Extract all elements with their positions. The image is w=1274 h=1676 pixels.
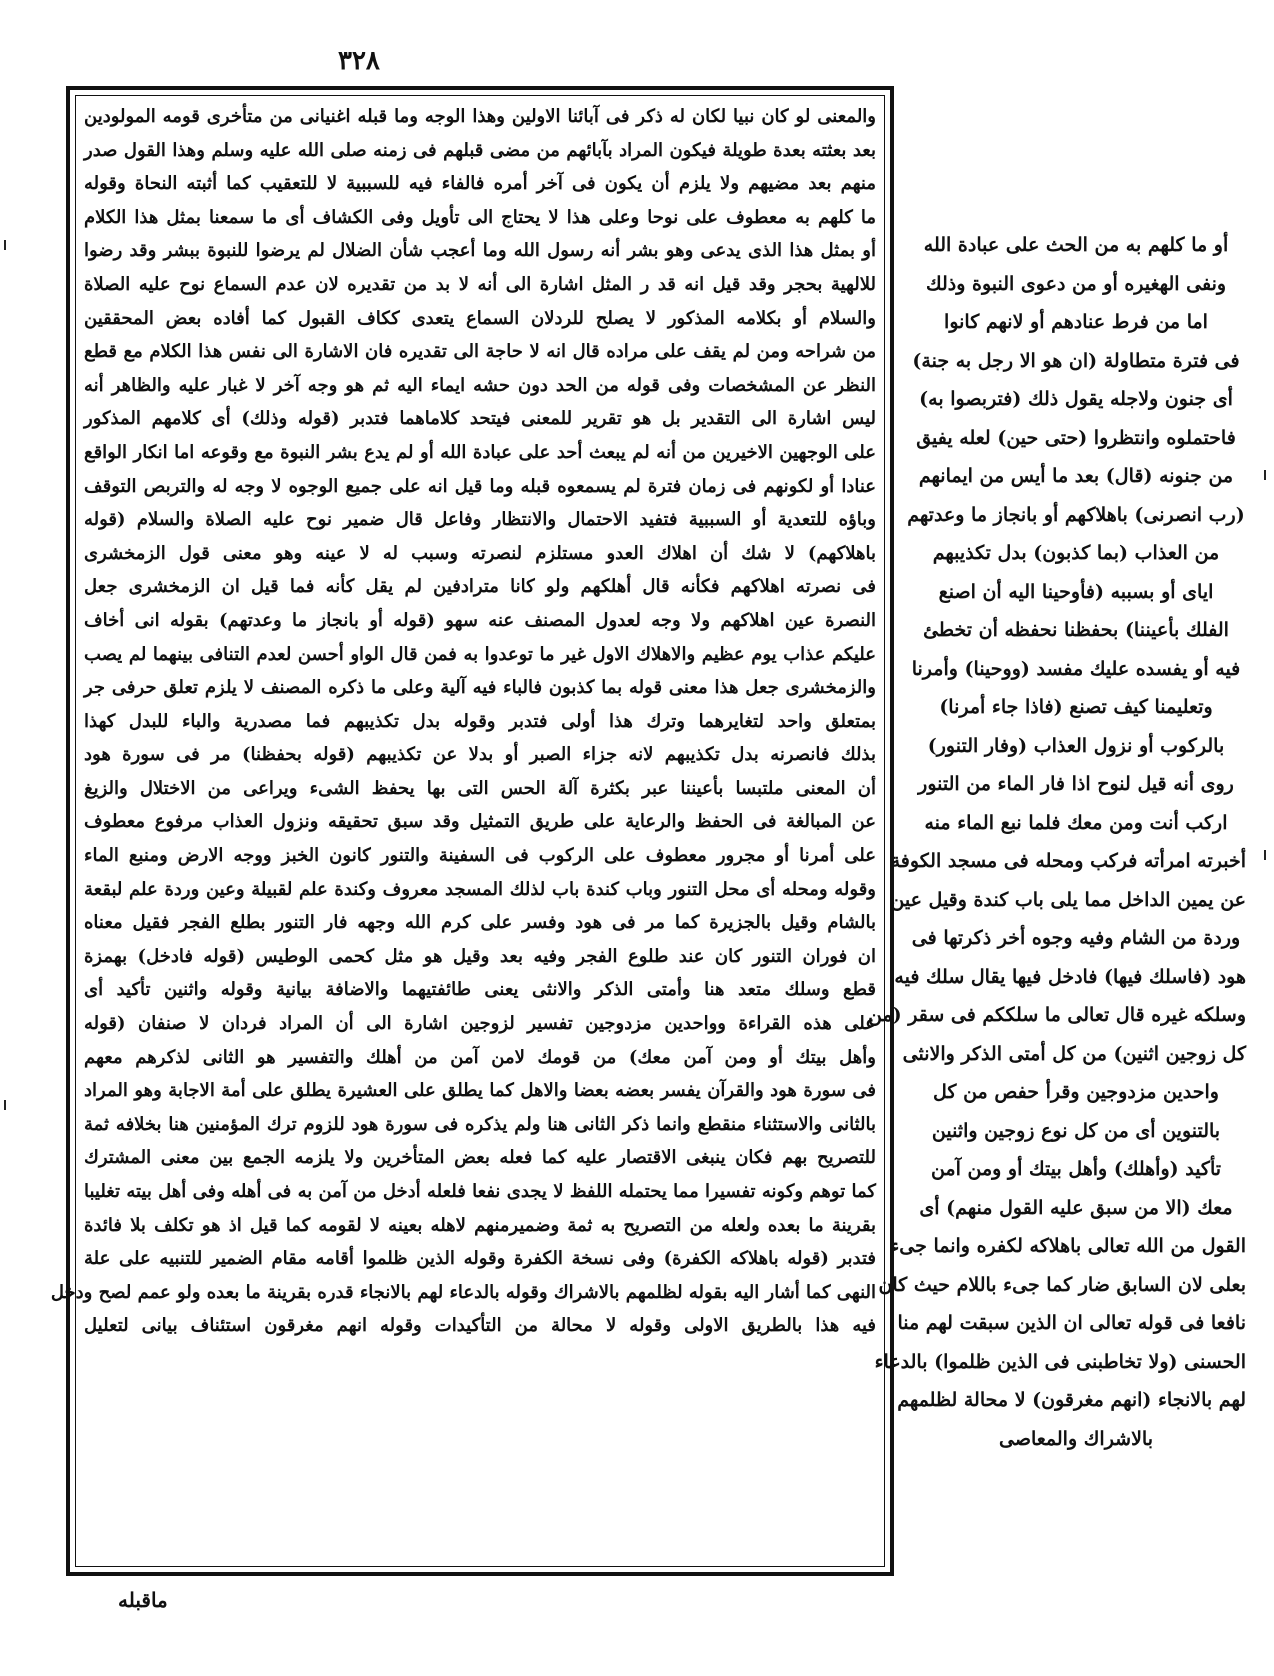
main-text-line: ان فوران التنور كان عند طلوع الفجر وفيه بعد وقيل هو مثل كحمى الوطيس (قوله فادخل) بهمزة xyxy=(84,945,876,967)
margin-line: بالاشراك والمعاصى xyxy=(998,1427,1154,1450)
main-text-line: وباؤه للتعدية أو السببية فتفيد الاحتمال والانتظار وفاعل قال ضمير نوح عليه الصلاة والسلام (قوله xyxy=(84,509,876,531)
edge-mark xyxy=(4,240,6,250)
main-text-line: منهم بعد مضيهم ولا يلزم أن يكون فى آخر أمره فالفاء فيه للسببية لا للتعقيب كما أثبته النحاة وقوله xyxy=(84,173,876,195)
margin-line: بالركوب أو نزول العذاب (وفار التنور) xyxy=(927,734,1225,757)
main-text-line: أن المعنى ملتبسا بأعيننا عبر بكثرة آلة الحس التى بها يحفظ الشىء ويراعى من الاختلال والزيغ xyxy=(84,777,876,799)
main-text-block xyxy=(50,100,877,1343)
main-text-line: بعد بعثته بعدة طويلة فيكون المراد بآبائهم من مضى قبلهم فى زمنه صلى الله عليه وسلم وهذا القول صدر xyxy=(84,139,876,161)
main-text-line: فى سورة هود والقرآن يفسر بعضه بعضا والاهل كما يطلق على العشيرة يطلق على أمة الاجابة وهو المراد xyxy=(84,1080,877,1102)
main-text-line: بقرينة ما بعده ولعله من التصريح به ثمة وضميرمنهم لاهله بعينه لا لقومه كما قيل اذ هو تكلف بلا فائدة xyxy=(84,1214,876,1236)
margin-line: بالتنوين أى من كل نوع زوجين واثنين xyxy=(931,1119,1221,1142)
main-text-line: على أمرنا أو مجرور معطوف على الركوب فى السفينة والتنور كانون الخبز ووجه الارض ومنبع الماء xyxy=(84,845,876,867)
main-text-line: بالثانى والاستثناء منقطع وانما ذكر الثانى هنا ولم يذكره فى سورة هود للزوم ترك المؤمنين هنا بخلافه ثمة xyxy=(84,1113,876,1135)
margin-line: اما من فرط عنادهم أو لانهم كانوا xyxy=(944,311,1208,333)
margin-line: روى أنه قيل لنوح اذا فار الماء من التنور xyxy=(918,773,1234,795)
main-text-line: النصرة عين اهلاكهم ولا وجه لعدول المصنف عنه سهو (قوله أو بانجاز ما وعدتهم) بقوله انى أخاف xyxy=(84,609,876,631)
main-text-line: بمتعلق واحد لتغايرهما وترك هذا أولى فتدبر وقوله بدل تكذيبهم فما مصدرية والباء للبدل كهذا xyxy=(84,710,876,732)
edge-mark xyxy=(4,1100,6,1110)
main-text-line: النهى كما أشار اليه بقوله لظلمهم بالاشراك وقوله بالدعاء لهم بالانجاء قدره بقرينة ما بعده ولو عمم لصح ودخل xyxy=(50,1281,876,1303)
main-text-line: للالهية بحجر وقد قيل انه قد ر المثل اشارة الى أنه لا بد من تقديره لان عدم السماع نوح عليه الصلاة xyxy=(84,273,876,295)
margin-line: أو ما كلهم به من الحث على عبادة الله xyxy=(923,234,1229,256)
margin-line: (رب انصرنى) باهلاكهم أو بانجاز ما وعدتهم xyxy=(907,503,1245,526)
margin-line: بعلى لان السابق ضار كما جىء باللام حيث كان xyxy=(878,1273,1246,1296)
main-text-line: والمعنى لو كان نبيا لكان له ذكر فى آبائنا الاولين وهذا الوجه وما قبله اغنيانى من متأخرى قومه المولودين xyxy=(84,106,876,127)
main-text-line: ليس اشارة الى التقدير بل هو تقرير للمعنى فيتحد كلاماهما فتدبر (قوله وذلك) أى كلامهم المذكور xyxy=(84,408,876,430)
margin-line: الفلك بأعيننا) بحفظنا نحفظه أن تخطئ xyxy=(923,619,1229,641)
main-text-line: بذلك فانصرنه بدل تكذيبهم لانه جزاء الصبر أو بدلا عن تكذيبهم (قوله بحفظنا) مر فى سورة هود xyxy=(84,744,876,766)
margin-line: وتعليمنا كيف تصنع (فاذا جاء أمرنا) xyxy=(939,696,1213,718)
margin-line: ونفى الهغيره أو من دعوى النبوة وذلك xyxy=(925,272,1227,295)
main-text-line: من شراحه ومن لم يقف على مراده قال انه لا حاجة الى تقديره فان الاشارة الى نفس هذا الكلام مع قطع xyxy=(84,341,876,363)
margin-line: هود (فاسلك فيها) فادخل فيها يقال سلك فيه xyxy=(894,965,1246,988)
margin-line: وردة من الشام وفيه وجوه أخر ذكرتها فى xyxy=(911,927,1241,949)
margin-line: اركب أنت ومن معك فلما نبع الماء منه xyxy=(924,811,1228,834)
page-number: ٣٢٨ xyxy=(338,46,380,76)
margin-line: فاحتملوه وانتظروا (حتى حين) لعله يفيق xyxy=(916,426,1236,449)
main-text-line: ما كلهم به معطوف على نوحا وعلى هذا لا يحتاج الى تأويل وفى الكشاف أى ما سمعنا بمثل هذا الكلام xyxy=(84,206,876,228)
margin-line: كل زوجين اثنين) من كل أمتى الذكر والانثى xyxy=(902,1042,1246,1065)
margin-line: نافعا فى قوله تعالى ان الذين سبقت لهم منا xyxy=(897,1312,1246,1334)
main-text-frame xyxy=(50,86,894,1576)
margin-line: الحسنى (ولا تخاطبنى فى الذين ظلموا) بالدعاء xyxy=(874,1350,1246,1373)
catchword: ماقبله xyxy=(118,1588,168,1612)
margin-line: اياى أو بسببه (فأوحينا اليه أن اصنع xyxy=(938,580,1214,603)
main-text-line: والسلام أو بكلامه المذكور لا يصلح للردلان السماع يتعدى ككاف القبول كما أفاده بعض المحققين xyxy=(84,307,876,329)
margin-line: تأكيد (وأهلك) وأهل بيتك أو ومن آمن xyxy=(930,1158,1222,1180)
edge-mark xyxy=(1264,850,1266,860)
main-text-line: فيه هذا بالطريق الاولى وقوله لا محالة من التأكيدات وقوله انهم مغرقون استئناف بيانى لتعليل xyxy=(84,1315,876,1337)
main-text-line: على الوجهين الاخيرين من أنه لم يبعث أحد على عبادة الله أو لم يدع بشر النبوة مع وقوعه اما انكار الواقع xyxy=(84,441,876,463)
margin-commentary xyxy=(867,226,1246,1458)
main-text-line: للتصريح بهم فكان ينبغى الاقتصار عليه كما فعله بعض المتأخرين ولا يلزمه الجمع بين معنى المشترك xyxy=(84,1147,876,1169)
margin-line: معك (الا من سبق عليه القول منهم) أى xyxy=(919,1196,1233,1219)
main-text-line: قطع وسلك متعد هنا وأمتى الذكر والانثى يعنى طائفتيهما والاضافة بيانية وقوله واثنين تأكيد أى xyxy=(84,979,876,1001)
margin-line: القول من الله تعالى باهلاكه لكفره وانما جىء xyxy=(890,1235,1246,1257)
main-text-line: كما توهم وكونه تفسيرا مما يحتمله اللفظ لا يجدى نفعا فلعله أدخل من آمن به فى أهله وفى أهل بيته تغليبا xyxy=(84,1181,876,1202)
main-text-line: عنادا أو لكونهم فى زمان فترة لم يسمعوه قبله وما قيل انه على جميع الوجوه لا وجه له والتربص التوقف xyxy=(84,475,876,497)
main-text-line: والزمخشرى جعل هذا معنى قوله بما كذبون فالباء فيه آلية وعلى ما ذكره المصنف لا يلزم تعلق حرفى جر xyxy=(84,677,876,699)
margin-line: أخبرته امرأته فركب ومحله فى مسجد الكوفة xyxy=(890,850,1246,872)
main-text-line: أو بمثل هذا الذى يدعى وهو بشر أنه رسول الله وما أعجب شأن الضلال لم يرضوا للنبوة ببشر وقد رضوا xyxy=(84,240,876,262)
margin-line: لهم بالانجاء (انهم مغرقون) لا محالة لظلمهم xyxy=(897,1389,1246,1411)
main-text-line: باهلاكهم) لا شك أن اهلاك العدو مستلزم لنصرته وسبب له لا عينه وهو معنى قول الزمخشرى xyxy=(84,542,876,564)
main-text-line: فتدبر (قوله باهلاكه الكفرة) وفى نسخة الكفرة وقوله الذين ظلموا أقامه مقام الضمير للتنبيه على علة xyxy=(84,1248,876,1270)
main-text-line: عليكم عذاب يوم عظيم والاهلاك الاول غير ما توعدوا به فمن قال الواو أحسن لعدم التنافى بينهما لم يصب xyxy=(84,643,876,665)
main-text-line: وقوله ومحله أى محل التنور وباب كندة باب لذلك المسجد معروف وكندة علم لقبيلة وعين وردة علم لبقعة xyxy=(84,878,876,900)
main-text-line: وأهل بيتك أو ومن آمن معك) من قومك لامن آمن من أهلك والتفسير هو الثانى لذكرهم معهم xyxy=(84,1046,876,1068)
main-text-line: النظر عن المشخصات وفى قوله من الحد دون حشه ايماء اليه ثم هو وجه آخر لا غبار عليه والظاهر أنه xyxy=(84,374,876,396)
margin-line: وسلكه غيره قال تعالى ما سلككم فى سقر (من xyxy=(867,1004,1246,1026)
edge-mark xyxy=(1264,470,1266,480)
margin-line: واحدين مزدوجين وقرأ حفص من كل xyxy=(933,1081,1219,1103)
margin-line: فى فترة متطاولة (ان هو الا رجل به جنة) xyxy=(912,349,1240,372)
main-text-line: فى نصرته اهلاكهم فكأنه قال أهلكهم ولو كانا مترادفين لم يقل كأنه فما قيل ان الزمخشرى جعل xyxy=(84,576,876,598)
main-text-line: عن المبالغة فى الحفظ والرعاية على طريق التمثيل وقد سبق تحقيقه ونزول العذاب مرفوع معطوف xyxy=(84,811,876,833)
main-text-line: على هذه القراءة وواحدين مزدوجين تفسير لزوجين اشارة الى أن المراد فردان لا صنفان (قوله xyxy=(84,1013,876,1035)
margin-line: من العذاب (بما كذبون) بدل تكذيبهم xyxy=(932,542,1220,564)
main-text-line: بالشام وقيل بالجزيرة كما مر فى هود وفسر على كرم الله وجهه فار التنور بطلع الفجر فقيل معناه xyxy=(84,912,876,934)
margin-line: فيه أو يفسده عليك مفسد (ووحينا) وأمرنا xyxy=(911,657,1241,680)
margin-line: أى جنون ولاجله يقول ذلك (فتربصوا به) xyxy=(919,388,1233,410)
margin-line: عن يمين الداخل مما يلى باب كندة وقيل عين xyxy=(890,888,1246,911)
margin-line: من جنونه (قال) بعد ما أيس من ايمانهم xyxy=(918,465,1234,487)
